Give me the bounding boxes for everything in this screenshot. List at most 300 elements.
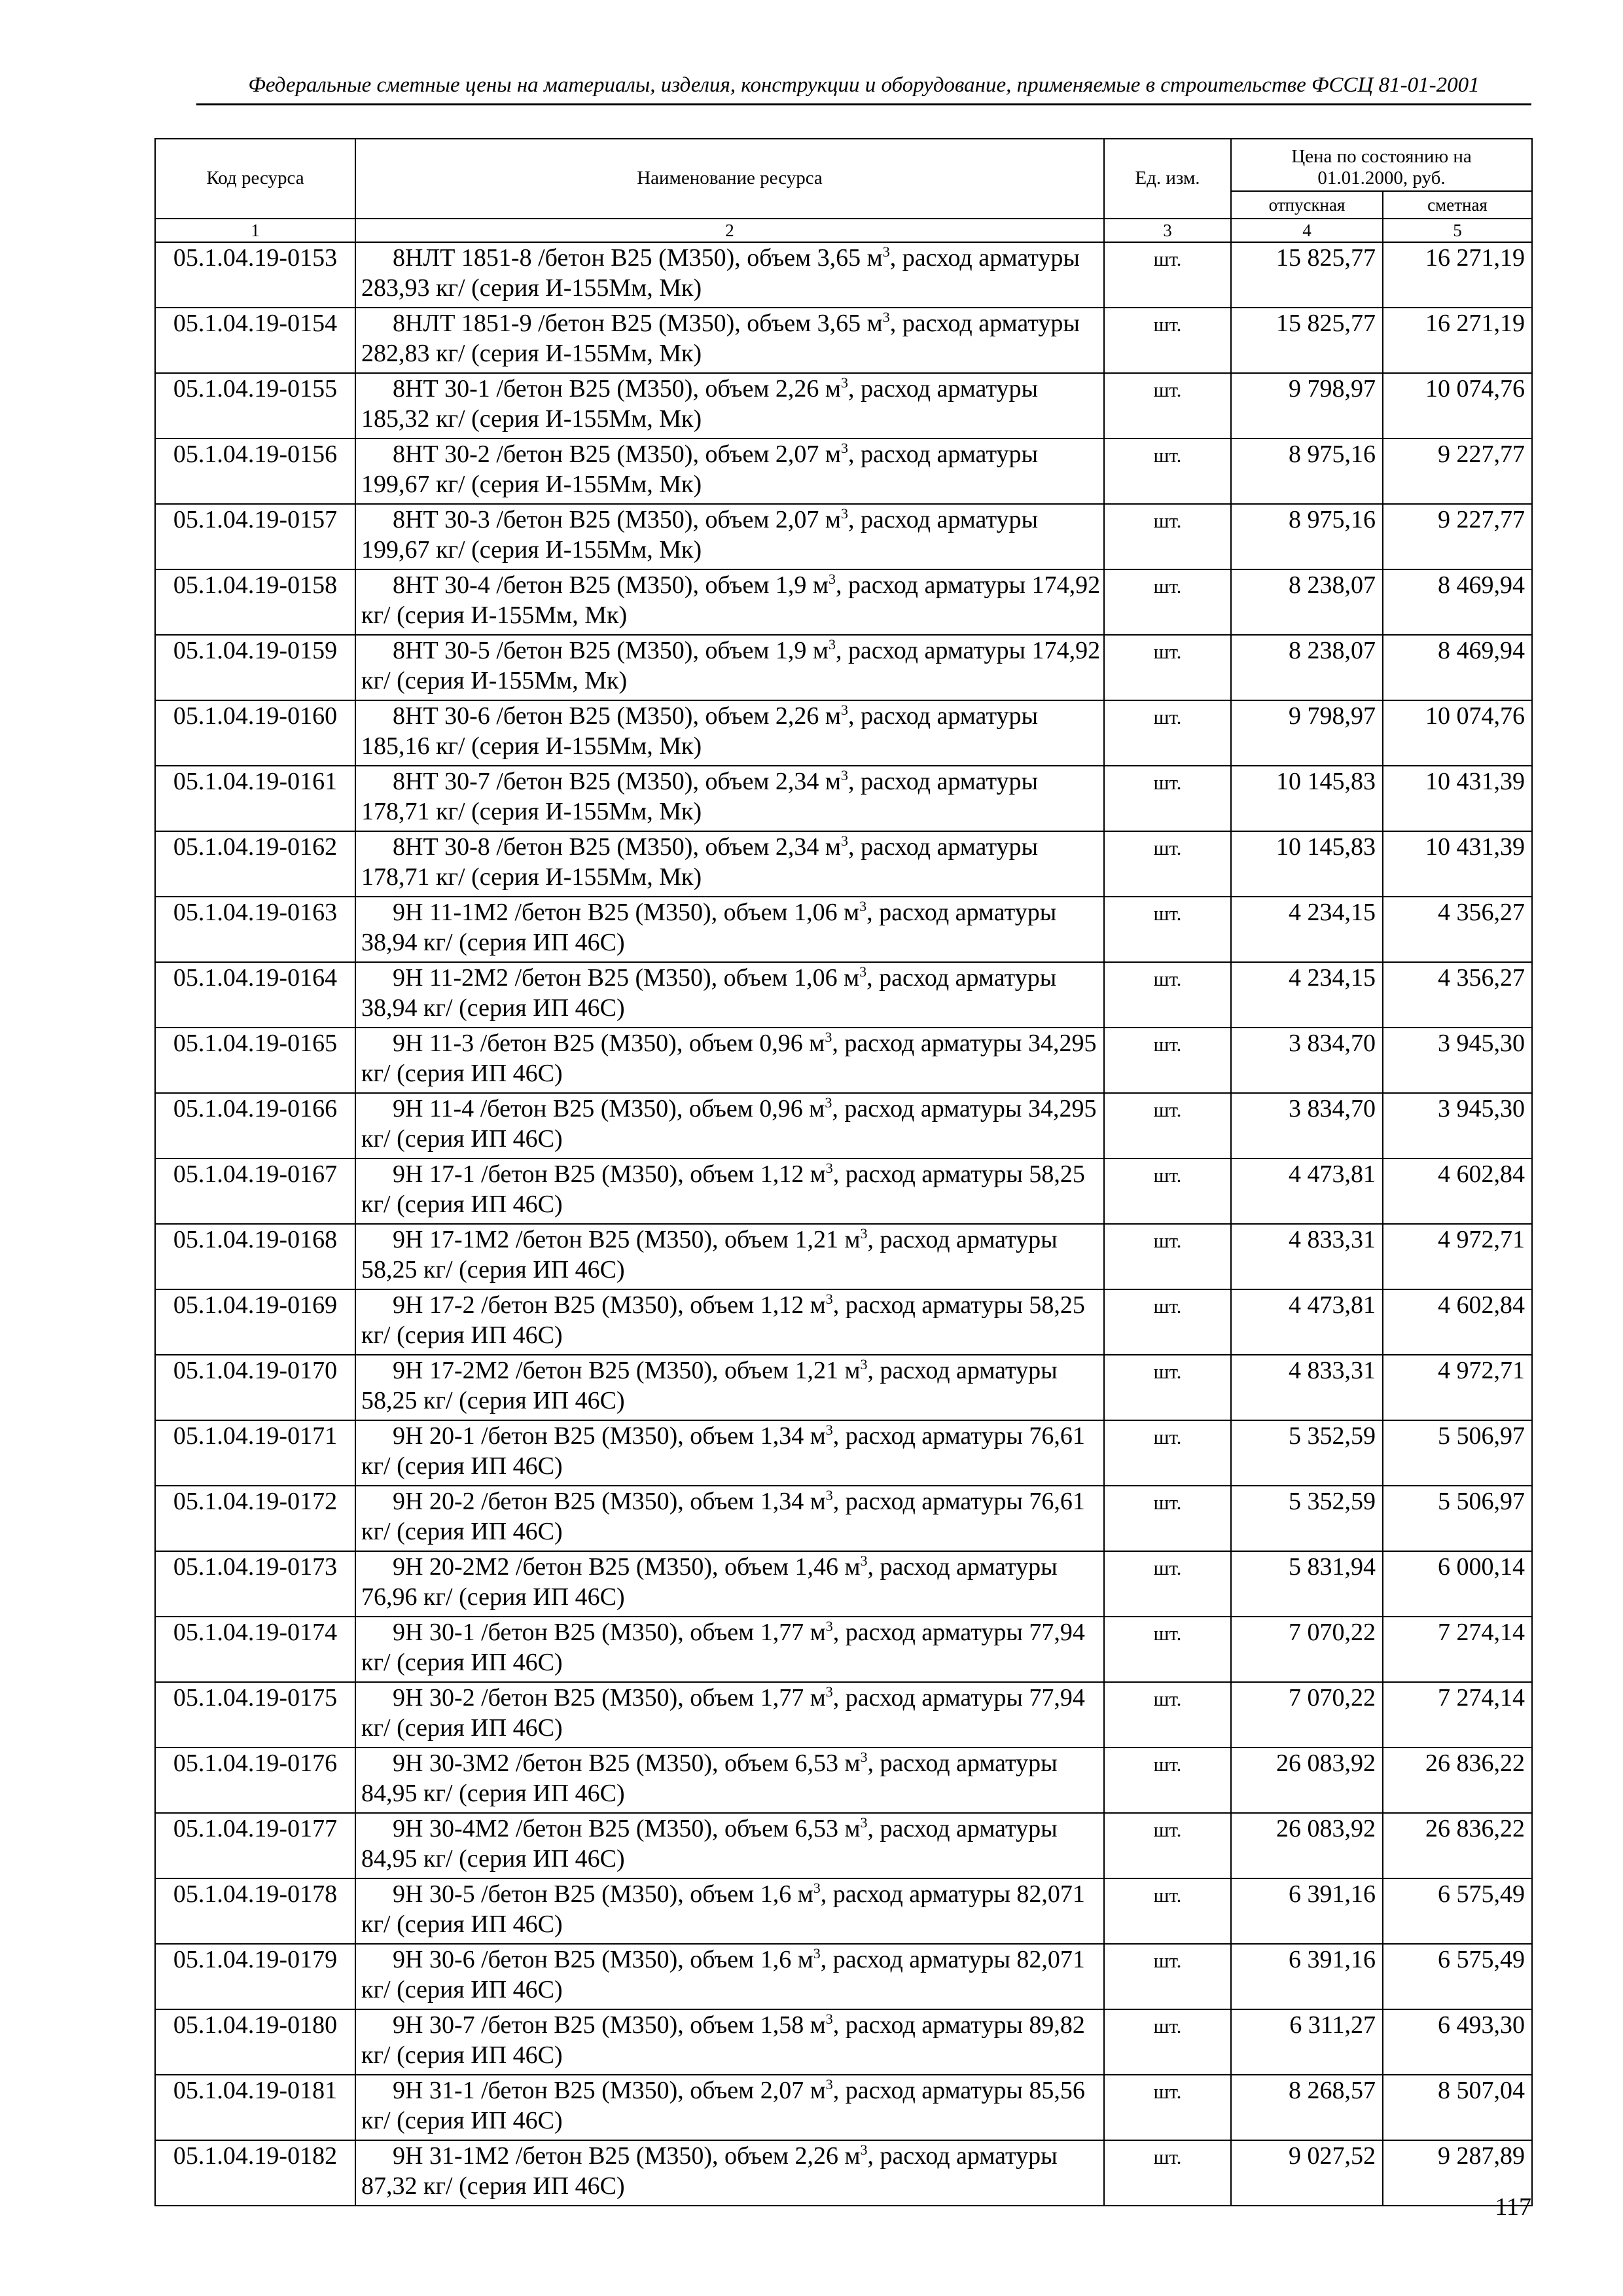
unit: шт. [1104, 1158, 1231, 1224]
unit: шт. [1104, 1289, 1231, 1355]
price-release: 7 070,22 [1231, 1617, 1383, 1682]
price-estimate: 8 507,04 [1383, 2075, 1532, 2140]
resource-name [355, 373, 1104, 439]
resource-mark: 9Н 11-3 [393, 1030, 474, 1057]
price-release: 7 070,22 [1231, 1682, 1383, 1748]
price-estimate: 4 972,71 [1383, 1224, 1532, 1289]
col-number: 4 [1231, 219, 1383, 242]
resource-code: 05.1.04.19-0167 [155, 1158, 355, 1224]
resource-desc: /бетон В25 (М350), объем 1,77 м [481, 1684, 826, 1712]
table-row [155, 635, 1532, 700]
unit: шт. [1104, 1944, 1231, 2009]
price-release: 6 391,16 [1231, 1878, 1383, 1944]
cubic-exponent: 3 [825, 1422, 833, 1438]
price-estimate: 10 074,76 [1383, 700, 1532, 766]
table-row [155, 1093, 1532, 1158]
resource-code: 05.1.04.19-0179 [155, 1944, 355, 2009]
price-release: 15 825,77 [1231, 308, 1383, 373]
resource-desc: /бетон В25 (М350), объем 3,65 м [538, 310, 883, 337]
resource-name [355, 766, 1104, 831]
unit: шт. [1104, 1617, 1231, 1682]
col-header-unit: Ед. изм. [1104, 139, 1231, 219]
cubic-exponent: 3 [860, 1552, 868, 1569]
resource-desc-rest: , расход арматуры 77,94 кг/ (серия ИП 46С) [361, 1619, 1085, 1676]
unit: шт. [1104, 831, 1231, 897]
price-estimate: 3 945,30 [1383, 1028, 1532, 1093]
resource-name [355, 2140, 1104, 2206]
price-estimate: 9 227,77 [1383, 439, 1532, 504]
resource-name [355, 1878, 1104, 1944]
price-estimate: 6 575,49 [1383, 1944, 1532, 2009]
cubic-exponent: 3 [825, 2076, 833, 2092]
price-release: 5 831,94 [1231, 1551, 1383, 1617]
resource-desc: /бетон В25 (М350), объем 2,07 м [481, 2077, 826, 2104]
resource-name [355, 504, 1104, 569]
unit: шт. [1104, 569, 1231, 635]
resource-mark: 8НЛТ 1851-8 [393, 244, 532, 272]
resource-code: 05.1.04.19-0173 [155, 1551, 355, 1617]
cubic-exponent: 3 [860, 2142, 868, 2158]
cubic-exponent: 3 [840, 505, 848, 522]
resource-code: 05.1.04.19-0178 [155, 1878, 355, 1944]
table-row [155, 504, 1532, 569]
table-row [155, 766, 1532, 831]
resource-mark: 9Н 11-1М2 [393, 899, 508, 926]
col-header-estimate: сметная [1383, 191, 1532, 219]
resource-mark: 9Н 31-1 [393, 2077, 475, 2104]
resource-mark: 9Н 30-3М2 [393, 1749, 510, 1777]
cubic-exponent: 3 [840, 440, 848, 456]
resource-mark: 9Н 11-4 [393, 1095, 474, 1122]
unit: шт. [1104, 635, 1231, 700]
resource-mark: 9Н 30-6 [393, 1946, 475, 1973]
resource-desc-rest: , расход арматуры 174,92 кг/ (серия И-155Мм, Мк) [361, 637, 1101, 694]
price-release: 10 145,83 [1231, 766, 1383, 831]
resource-desc: /бетон В25 (М350), объем 2,07 м [496, 506, 841, 533]
resource-desc-rest: , расход арматуры 58,25 кг/ (серия ИП 46С) [361, 1160, 1085, 1218]
resource-name [355, 2009, 1104, 2075]
resource-desc: /бетон В25 (М350), объем 6,53 м [515, 1815, 861, 1842]
resource-desc-rest: , расход арматуры 89,82 кг/ (серия ИП 46С) [361, 2011, 1085, 2069]
resource-code: 05.1.04.19-0156 [155, 439, 355, 504]
unit: шт. [1104, 1748, 1231, 1813]
col-header-price: Цена по состоянию на 01.01.2000, руб. [1231, 139, 1532, 191]
resource-code: 05.1.04.19-0177 [155, 1813, 355, 1878]
price-estimate: 6 000,14 [1383, 1551, 1532, 1617]
unit: шт. [1104, 1028, 1231, 1093]
price-release: 5 352,59 [1231, 1486, 1383, 1551]
resource-code: 05.1.04.19-0169 [155, 1289, 355, 1355]
page-header: Федеральные сметные цены на материалы, изделия, конструкции и оборудование, применяемые в строительстве ФССЦ 81-01-2001 [248, 73, 1480, 97]
resource-name [355, 1028, 1104, 1093]
price-estimate: 5 506,97 [1383, 1486, 1532, 1551]
resource-code: 05.1.04.19-0182 [155, 2140, 355, 2206]
cubic-exponent: 3 [813, 1945, 821, 1962]
resource-name [355, 1813, 1104, 1878]
cubic-exponent: 3 [882, 309, 890, 325]
resource-code: 05.1.04.19-0153 [155, 242, 355, 308]
price-estimate: 8 469,94 [1383, 569, 1532, 635]
price-estimate: 16 271,19 [1383, 242, 1532, 308]
cubic-exponent: 3 [840, 833, 848, 849]
price-release: 4 234,15 [1231, 897, 1383, 962]
page-number: 117 [1495, 2193, 1531, 2221]
price-release: 3 834,70 [1231, 1093, 1383, 1158]
resource-mark: 9Н 30-2 [393, 1684, 475, 1712]
resource-desc: /бетон В25 (М350), объем 0,96 м [480, 1095, 825, 1122]
resource-name [355, 1224, 1104, 1289]
resource-mark: 9Н 31-1М2 [393, 2142, 510, 2170]
cubic-exponent: 3 [882, 243, 890, 260]
resource-desc: /бетон В25 (М350), объем 2,26 м [496, 375, 841, 403]
price-release: 8 268,57 [1231, 2075, 1383, 2140]
resource-desc: /бетон В25 (М350), объем 2,26 м [515, 2142, 861, 2170]
resource-mark: 8НТ 30-8 [393, 833, 490, 861]
col-number: 1 [155, 219, 355, 242]
resource-code: 05.1.04.19-0166 [155, 1093, 355, 1158]
resource-code: 05.1.04.19-0170 [155, 1355, 355, 1420]
resource-desc: /бетон В25 (М350), объем 3,65 м [538, 244, 883, 272]
resource-mark: 8НЛТ 1851-9 [393, 310, 532, 337]
resource-desc-rest: , расход арматуры 82,071 кг/ (серия ИП 46С) [361, 1880, 1085, 1938]
resource-desc-rest: , расход арматуры 174,92 кг/ (серия И-155Мм, Мк) [361, 571, 1101, 629]
resource-mark: 9Н 30-5 [393, 1880, 475, 1908]
resource-desc: /бетон В25 (М350), объем 1,12 м [481, 1160, 826, 1188]
price-estimate: 6 575,49 [1383, 1878, 1532, 1944]
resource-mark: 9Н 17-1М2 [393, 1226, 510, 1253]
resource-desc: /бетон В25 (М350), объем 2,26 м [496, 702, 841, 730]
table-row [155, 1551, 1532, 1617]
col-number: 3 [1104, 219, 1231, 242]
unit: шт. [1104, 373, 1231, 439]
resource-name [355, 962, 1104, 1028]
resource-code: 05.1.04.19-0163 [155, 897, 355, 962]
resource-name [355, 439, 1104, 504]
table-row [155, 1420, 1532, 1486]
resource-name [355, 1748, 1104, 1813]
table-row [155, 1813, 1532, 1878]
price-release: 4 833,31 [1231, 1355, 1383, 1420]
resource-mark: 8НТ 30-5 [393, 637, 490, 664]
resource-name [355, 1355, 1104, 1420]
resource-mark: 9Н 30-4М2 [393, 1815, 510, 1842]
resource-desc-rest: , расход арматуры 34,295 кг/ (серия ИП 46С) [361, 1030, 1097, 1087]
unit: шт. [1104, 766, 1231, 831]
cubic-exponent: 3 [860, 1225, 868, 1242]
price-estimate: 10 431,39 [1383, 831, 1532, 897]
resource-price-table [154, 138, 1533, 2206]
col-header-name: Наименование ресурса [355, 139, 1104, 219]
col-header-code: Код ресурса [155, 139, 355, 219]
table-row [155, 1617, 1532, 1682]
table-row [155, 1748, 1532, 1813]
table-row [155, 897, 1532, 962]
resource-desc-rest: , расход арматуры 84,95 кг/ (серия ИП 46С) [361, 1815, 1058, 1873]
price-estimate: 9 227,77 [1383, 504, 1532, 569]
resource-desc: /бетон В25 (М350), объем 2,07 м [496, 440, 841, 468]
table-row [155, 439, 1532, 504]
cubic-exponent: 3 [825, 1487, 833, 1503]
resource-code: 05.1.04.19-0180 [155, 2009, 355, 2075]
price-release: 8 238,07 [1231, 635, 1383, 700]
resource-code: 05.1.04.19-0172 [155, 1486, 355, 1551]
price-release: 8 975,16 [1231, 504, 1383, 569]
resource-mark: 9Н 20-1 [393, 1422, 475, 1450]
col-header-release: отпускная [1231, 191, 1383, 219]
resource-mark: 9Н 11-2М2 [393, 964, 508, 992]
resource-code: 05.1.04.19-0171 [155, 1420, 355, 1486]
price-release: 9 027,52 [1231, 2140, 1383, 2206]
price-estimate: 9 287,89 [1383, 2140, 1532, 2206]
resource-name [355, 1289, 1104, 1355]
resource-name [355, 700, 1104, 766]
price-estimate: 8 469,94 [1383, 635, 1532, 700]
unit: шт. [1104, 1355, 1231, 1420]
resource-desc: /бетон В25 (М350), объем 1,12 м [481, 1291, 826, 1319]
cubic-exponent: 3 [825, 1291, 833, 1307]
resource-code: 05.1.04.19-0175 [155, 1682, 355, 1748]
cubic-exponent: 3 [859, 963, 867, 980]
price-release: 8 975,16 [1231, 439, 1383, 504]
resource-desc-rest: , расход арматуры 58,25 кг/ (серия ИП 46С) [361, 1226, 1058, 1283]
resource-desc-rest: , расход арматуры 178,71 кг/ (серия И-155Мм, Мк) [361, 768, 1039, 825]
table-row [155, 1028, 1532, 1093]
price-release: 6 311,27 [1231, 2009, 1383, 2075]
resource-desc: /бетон В25 (М350), объем 0,96 м [480, 1030, 825, 1057]
resource-desc: /бетон В25 (М350), объем 1,06 м [514, 899, 860, 926]
resource-code: 05.1.04.19-0155 [155, 373, 355, 439]
resource-name [355, 2075, 1104, 2140]
resource-mark: 8НТ 30-2 [393, 440, 490, 468]
unit: шт. [1104, 1813, 1231, 1878]
resource-code: 05.1.04.19-0165 [155, 1028, 355, 1093]
resource-desc: /бетон В25 (М350), объем 1,9 м [496, 571, 829, 599]
resource-desc-rest: , расход арматуры 199,67 кг/ (серия И-155Мм, Мк) [361, 440, 1039, 498]
resource-code: 05.1.04.19-0168 [155, 1224, 355, 1289]
cubic-exponent: 3 [825, 1683, 833, 1700]
price-estimate: 10 431,39 [1383, 766, 1532, 831]
cubic-exponent: 3 [825, 2011, 833, 2027]
resource-desc-rest: , расход арматуры 38,94 кг/ (серия ИП 46С) [361, 899, 1057, 956]
cubic-exponent: 3 [825, 1160, 833, 1176]
resource-name [355, 1486, 1104, 1551]
resource-desc-rest: , расход арматуры 82,071 кг/ (серия ИП 46С) [361, 1946, 1085, 2003]
price-estimate: 5 506,97 [1383, 1420, 1532, 1486]
resource-desc-rest: , расход арматуры 77,94 кг/ (серия ИП 46С) [361, 1684, 1085, 1742]
resource-mark: 9Н 17-2 [393, 1291, 475, 1319]
price-release: 4 833,31 [1231, 1224, 1383, 1289]
unit: шт. [1104, 897, 1231, 962]
resource-name [355, 1944, 1104, 2009]
cubic-exponent: 3 [860, 1356, 868, 1372]
resource-desc-rest: , расход арматуры 87,32 кг/ (серия ИП 46С) [361, 2142, 1058, 2200]
price-estimate: 4 602,84 [1383, 1158, 1532, 1224]
price-estimate: 4 602,84 [1383, 1289, 1532, 1355]
resource-desc: /бетон В25 (М350), объем 1,58 м [481, 2011, 826, 2039]
col-number: 5 [1383, 219, 1532, 242]
resource-name [355, 1551, 1104, 1617]
unit: шт. [1104, 700, 1231, 766]
cubic-exponent: 3 [860, 1814, 868, 1831]
resource-desc: /бетон В25 (М350), объем 1,6 м [481, 1946, 813, 1973]
price-estimate: 16 271,19 [1383, 308, 1532, 373]
cubic-exponent: 3 [840, 374, 848, 391]
resource-mark: 9Н 17-1 [393, 1160, 475, 1188]
table-row [155, 962, 1532, 1028]
unit: шт. [1104, 308, 1231, 373]
table-row [155, 1289, 1532, 1355]
resource-name [355, 308, 1104, 373]
resource-mark: 9Н 20-2 [393, 1488, 475, 1515]
cubic-exponent: 3 [828, 571, 836, 587]
price-estimate: 10 074,76 [1383, 373, 1532, 439]
price-estimate: 7 274,14 [1383, 1617, 1532, 1682]
table-row [155, 242, 1532, 308]
unit: шт. [1104, 2140, 1231, 2206]
resource-desc-rest: , расход арматуры 85,56 кг/ (серия ИП 46С) [361, 2077, 1085, 2134]
price-release: 9 798,97 [1231, 700, 1383, 766]
cubic-exponent: 3 [840, 767, 848, 783]
resource-desc-rest: , расход арматуры 199,67 кг/ (серия И-155Мм, Мк) [361, 506, 1039, 564]
unit: шт. [1104, 1224, 1231, 1289]
resource-code: 05.1.04.19-0181 [155, 2075, 355, 2140]
col-number: 2 [355, 219, 1104, 242]
price-release: 26 083,92 [1231, 1748, 1383, 1813]
cubic-exponent: 3 [859, 898, 867, 914]
table-row [155, 2075, 1532, 2140]
cubic-exponent: 3 [825, 1094, 832, 1111]
unit: шт. [1104, 1093, 1231, 1158]
cubic-exponent: 3 [825, 1029, 832, 1045]
resource-name [355, 897, 1104, 962]
unit: шт. [1104, 439, 1231, 504]
price-release: 26 083,92 [1231, 1813, 1383, 1878]
table-row [155, 1355, 1532, 1420]
table-row [155, 308, 1532, 373]
resource-desc: /бетон В25 (М350), объем 2,34 м [496, 833, 841, 861]
resource-code: 05.1.04.19-0157 [155, 504, 355, 569]
price-release: 8 238,07 [1231, 569, 1383, 635]
resource-name [355, 831, 1104, 897]
resource-mark: 8НТ 30-1 [393, 375, 490, 403]
table-row [155, 373, 1532, 439]
resource-desc: /бетон В25 (М350), объем 1,9 м [496, 637, 829, 664]
unit: шт. [1104, 1486, 1231, 1551]
table-row [155, 1682, 1532, 1748]
resource-mark: 8НТ 30-3 [393, 506, 490, 533]
resource-name [355, 1093, 1104, 1158]
resource-desc: /бетон В25 (М350), объем 1,21 м [515, 1357, 861, 1384]
resource-mark: 9Н 30-1 [393, 1619, 475, 1646]
resource-mark: 8НТ 30-7 [393, 768, 490, 795]
price-estimate: 4 972,71 [1383, 1355, 1532, 1420]
table-row [155, 1158, 1532, 1224]
resource-desc-rest: , расход арматуры 34,295 кг/ (серия ИП 46С) [361, 1095, 1097, 1153]
price-release: 4 473,81 [1231, 1158, 1383, 1224]
resource-desc-rest: , расход арматуры 185,16 кг/ (серия И-155Мм, Мк) [361, 702, 1039, 760]
resource-code: 05.1.04.19-0160 [155, 700, 355, 766]
price-release: 3 834,70 [1231, 1028, 1383, 1093]
resource-desc-rest: , расход арматуры 38,94 кг/ (серия ИП 46С) [361, 964, 1057, 1022]
resource-desc-rest: , расход арматуры 185,32 кг/ (серия И-155Мм, Мк) [361, 375, 1039, 433]
resource-mark: 9Н 20-2М2 [393, 1553, 510, 1581]
price-release: 10 145,83 [1231, 831, 1383, 897]
resource-name [355, 1682, 1104, 1748]
table-row [155, 2009, 1532, 2075]
price-estimate: 26 836,22 [1383, 1813, 1532, 1878]
unit: шт. [1104, 2009, 1231, 2075]
cubic-exponent: 3 [860, 1749, 868, 1765]
price-estimate: 7 274,14 [1383, 1682, 1532, 1748]
resource-desc: /бетон В25 (М350), объем 1,34 м [481, 1422, 826, 1450]
resource-mark: 8НТ 30-6 [393, 702, 490, 730]
table-row [155, 1944, 1532, 2009]
unit: шт. [1104, 1682, 1231, 1748]
resource-mark: 8НТ 30-4 [393, 571, 490, 599]
price-estimate: 26 836,22 [1383, 1748, 1532, 1813]
resource-desc-rest: , расход арматуры 76,96 кг/ (серия ИП 46С) [361, 1553, 1058, 1611]
cubic-exponent: 3 [840, 702, 848, 718]
resource-desc-rest: , расход арматуры 76,61 кг/ (серия ИП 46С) [361, 1422, 1085, 1480]
unit: шт. [1104, 1420, 1231, 1486]
resource-desc-rest: , расход арматуры 58,25 кг/ (серия ИП 46С) [361, 1357, 1058, 1414]
resource-desc: /бетон В25 (М350), объем 1,46 м [515, 1553, 861, 1581]
resource-desc-rest: , расход арматуры 58,25 кг/ (серия ИП 46С) [361, 1291, 1085, 1349]
resource-code: 05.1.04.19-0164 [155, 962, 355, 1028]
resource-code: 05.1.04.19-0162 [155, 831, 355, 897]
header-rule [196, 103, 1531, 105]
table-row [155, 1486, 1532, 1551]
cubic-exponent: 3 [828, 636, 836, 653]
resource-desc: /бетон В25 (М350), объем 6,53 м [515, 1749, 861, 1777]
price-release: 6 391,16 [1231, 1944, 1383, 2009]
price-estimate: 4 356,27 [1383, 897, 1532, 962]
price-release: 9 798,97 [1231, 373, 1383, 439]
unit: шт. [1104, 242, 1231, 308]
resource-desc: /бетон В25 (М350), объем 2,34 м [496, 768, 841, 795]
resource-name [355, 1617, 1104, 1682]
price-estimate: 6 493,30 [1383, 2009, 1532, 2075]
resource-mark: 9Н 30-7 [393, 2011, 475, 2039]
resource-code: 05.1.04.19-0176 [155, 1748, 355, 1813]
resource-desc-rest: , расход арматуры 282,83 кг/ (серия И-155Мм, Мк) [361, 310, 1080, 367]
resource-desc-rest: , расход арматуры 84,95 кг/ (серия ИП 46С) [361, 1749, 1058, 1807]
resource-code: 05.1.04.19-0158 [155, 569, 355, 635]
table-row [155, 700, 1532, 766]
resource-code: 05.1.04.19-0159 [155, 635, 355, 700]
resource-desc: /бетон В25 (М350), объем 1,34 м [481, 1488, 826, 1515]
resource-desc: /бетон В25 (М350), объем 1,6 м [481, 1880, 813, 1908]
table-row [155, 831, 1532, 897]
resource-name [355, 569, 1104, 635]
resource-code: 05.1.04.19-0174 [155, 1617, 355, 1682]
resource-desc: /бетон В25 (М350), объем 1,21 м [515, 1226, 861, 1253]
price-release: 15 825,77 [1231, 242, 1383, 308]
unit: шт. [1104, 1878, 1231, 1944]
resource-desc: /бетон В25 (М350), объем 1,06 м [514, 964, 860, 992]
resource-desc: /бетон В25 (М350), объем 1,77 м [481, 1619, 826, 1646]
table-row [155, 1878, 1532, 1944]
resource-mark: 9Н 17-2М2 [393, 1357, 510, 1384]
cubic-exponent: 3 [825, 1618, 833, 1634]
unit: шт. [1104, 1551, 1231, 1617]
resource-name [355, 1158, 1104, 1224]
price-release: 5 352,59 [1231, 1420, 1383, 1486]
resource-name [355, 635, 1104, 700]
cubic-exponent: 3 [813, 1880, 821, 1896]
unit: шт. [1104, 2075, 1231, 2140]
resource-name [355, 242, 1104, 308]
